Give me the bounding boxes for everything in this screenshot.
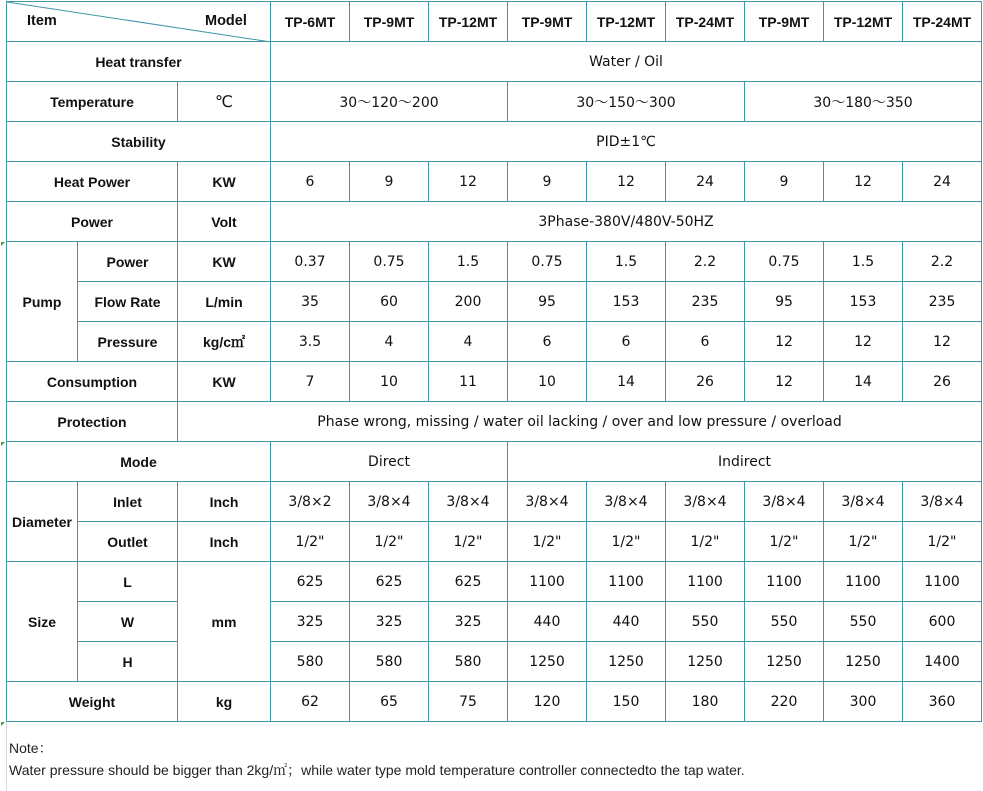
value-cell[interactable]: 1100	[824, 562, 903, 602]
value-cell[interactable]: 12	[745, 322, 824, 362]
sub-label-cell[interactable]: Outlet	[78, 522, 178, 562]
table-row-heat-transfer	[7, 42, 982, 82]
header-model-cell[interactable]: TP-12MT	[429, 2, 508, 42]
header-model-cell[interactable]: TP-6MT	[271, 2, 350, 42]
table-row-size-w	[7, 602, 982, 642]
value-cell[interactable]: 580	[429, 642, 508, 682]
table-row-stability	[7, 122, 982, 162]
merged-value-cell[interactable]: Phase wrong, missing / water oil lacking / over and low pressure / overload	[178, 402, 982, 442]
value-cell[interactable]: 153	[824, 282, 903, 322]
sub-label-cell[interactable]: Inlet	[78, 482, 178, 522]
value-cell[interactable]: 625	[350, 562, 429, 602]
header-corner-cell[interactable]	[7, 2, 271, 42]
cell-marker	[1, 722, 5, 726]
value-cell[interactable]: 75	[429, 682, 508, 722]
row-label-cell[interactable]: Heat Power	[7, 162, 178, 202]
value-cell[interactable]: 1250	[745, 642, 824, 682]
value-cell[interactable]: 60	[350, 282, 429, 322]
unit-cell[interactable]: ℃	[178, 82, 271, 122]
table-row-outlet	[7, 522, 982, 562]
unit-cell[interactable]: KW	[178, 362, 271, 402]
cell-marker	[1, 442, 5, 446]
value-cell[interactable]: 1100	[666, 562, 745, 602]
value-cell[interactable]: 3.5	[271, 322, 350, 362]
value-cell[interactable]: 62	[271, 682, 350, 722]
value-cell[interactable]: 65	[350, 682, 429, 722]
value-cell[interactable]: 0.75	[745, 242, 824, 282]
header-model-cell[interactable]: TP-12MT	[824, 2, 903, 42]
value-cell[interactable]: 2.2	[903, 242, 982, 282]
table-row-temperature	[7, 82, 982, 122]
value-cell[interactable]: 1/2"	[587, 522, 666, 562]
note-title: Note：	[9, 740, 53, 756]
value-cell[interactable]: 325	[429, 602, 508, 642]
value-cell[interactable]: 6	[271, 162, 350, 202]
value-cell[interactable]: 440	[508, 602, 587, 642]
value-cell[interactable]: 10	[508, 362, 587, 402]
value-cell[interactable]: 95	[745, 282, 824, 322]
table-row-pump-power	[7, 242, 982, 282]
sub-label-cell[interactable]: Pressure	[78, 322, 178, 362]
value-cell[interactable]: 3/8×4	[587, 482, 666, 522]
value-cell[interactable]: 12	[824, 162, 903, 202]
value-cell[interactable]: 35	[271, 282, 350, 322]
sub-label-cell[interactable]: Flow Rate	[78, 282, 178, 322]
value-cell[interactable]: 4	[350, 322, 429, 362]
header-model-cell[interactable]: TP-24MT	[903, 2, 982, 42]
value-cell[interactable]: 1.5	[587, 242, 666, 282]
value-cell[interactable]: 3/8×4	[745, 482, 824, 522]
value-cell[interactable]: 153	[587, 282, 666, 322]
sub-label-cell[interactable]: Power	[78, 242, 178, 282]
value-cell[interactable]: 235	[666, 282, 745, 322]
unit-cell[interactable]: KW	[178, 242, 271, 282]
table-row-mode	[7, 442, 982, 482]
value-cell[interactable]: 550	[666, 602, 745, 642]
value-cell[interactable]: 550	[824, 602, 903, 642]
group-value-cell[interactable]: 30～150～300	[508, 82, 745, 122]
row-label-cell[interactable]: Stability	[7, 122, 271, 162]
unit-cell[interactable]: KW	[178, 162, 271, 202]
header-model-cell[interactable]: TP-12MT	[587, 2, 666, 42]
value-cell[interactable]: 2.2	[666, 242, 745, 282]
value-cell[interactable]: 1/2"	[429, 522, 508, 562]
value-cell[interactable]: 325	[350, 602, 429, 642]
value-cell[interactable]: 1250	[666, 642, 745, 682]
value-cell[interactable]: 1.5	[824, 242, 903, 282]
value-cell[interactable]: 1100	[903, 562, 982, 602]
value-cell[interactable]: 9	[350, 162, 429, 202]
value-cell[interactable]: 1.5	[429, 242, 508, 282]
merged-value-cell[interactable]: Water / Oil	[271, 42, 982, 82]
value-cell[interactable]: 26	[903, 362, 982, 402]
table-row-weight	[7, 682, 982, 722]
row-label-cell[interactable]: Mode	[7, 442, 271, 482]
value-cell[interactable]: 12	[824, 322, 903, 362]
table-row-protection	[7, 402, 982, 442]
unit-cell[interactable]: mm	[178, 562, 271, 682]
value-cell[interactable]: 1/2"	[745, 522, 824, 562]
group-value-cell[interactable]: Direct	[271, 442, 508, 482]
value-cell[interactable]: 1250	[587, 642, 666, 682]
value-cell[interactable]: 1100	[587, 562, 666, 602]
value-cell[interactable]: 12	[429, 162, 508, 202]
table-row-pressure	[7, 322, 982, 362]
value-cell[interactable]: 1/2"	[350, 522, 429, 562]
value-cell[interactable]: 9	[508, 162, 587, 202]
spec-sheet	[6, 1, 981, 721]
unit-cell[interactable]: Inch	[178, 482, 271, 522]
value-cell[interactable]: 12	[745, 362, 824, 402]
value-cell[interactable]: 4	[429, 322, 508, 362]
value-cell[interactable]: 1100	[508, 562, 587, 602]
value-cell[interactable]: 10	[350, 362, 429, 402]
row-label-cell[interactable]: Weight	[7, 682, 178, 722]
value-cell[interactable]: 12	[587, 162, 666, 202]
value-cell[interactable]: 3/8×4	[429, 482, 508, 522]
value-cell[interactable]: 24	[903, 162, 982, 202]
value-cell[interactable]: 220	[745, 682, 824, 722]
value-cell[interactable]: 26	[666, 362, 745, 402]
table-row-header	[7, 2, 982, 42]
value-cell[interactable]: 580	[271, 642, 350, 682]
unit-cell[interactable]: Inch	[178, 522, 271, 562]
row-label-cell[interactable]: Temperature	[7, 82, 178, 122]
value-cell[interactable]: 550	[745, 602, 824, 642]
value-cell[interactable]: 12	[903, 322, 982, 362]
unit-cell[interactable]: L/min	[178, 282, 271, 322]
value-cell[interactable]: 300	[824, 682, 903, 722]
value-cell[interactable]: 440	[587, 602, 666, 642]
row-label-cell[interactable]: Power	[7, 202, 178, 242]
value-cell[interactable]: 180	[666, 682, 745, 722]
value-cell[interactable]: 14	[824, 362, 903, 402]
value-cell[interactable]: 6	[508, 322, 587, 362]
header-model-cell[interactable]: TP-9MT	[508, 2, 587, 42]
value-cell[interactable]: 150	[587, 682, 666, 722]
value-cell[interactable]: 0.75	[508, 242, 587, 282]
header-model-label: Model	[205, 13, 247, 29]
table-row-size-l	[7, 562, 982, 602]
value-cell[interactable]: 0.37	[271, 242, 350, 282]
header-model-cell[interactable]: TP-9MT	[745, 2, 824, 42]
value-cell[interactable]: 3/8×4	[666, 482, 745, 522]
spec-table	[6, 1, 982, 722]
sub-label-cell[interactable]: H	[78, 642, 178, 682]
merged-value-cell[interactable]: PID±1℃	[271, 122, 982, 162]
group-value-cell[interactable]: Indirect	[508, 442, 982, 482]
value-cell[interactable]: 120	[508, 682, 587, 722]
value-cell[interactable]: 625	[271, 562, 350, 602]
unit-cell[interactable]: kg	[178, 682, 271, 722]
value-cell[interactable]: 1100	[745, 562, 824, 602]
value-cell[interactable]: 1/2"	[508, 522, 587, 562]
group-label-cell[interactable]: Diameter	[7, 482, 78, 562]
value-cell[interactable]: 95	[508, 282, 587, 322]
value-cell[interactable]: 3/8×4	[350, 482, 429, 522]
table-row-consumption	[7, 362, 982, 402]
value-cell[interactable]: 1/2"	[666, 522, 745, 562]
note-text: Water pressure should be bigger than 2kg/㎡；while water type mold temperature controller connectedto the tap water.	[9, 762, 745, 778]
sub-label-cell[interactable]: L	[78, 562, 178, 602]
table-row-power	[7, 202, 982, 242]
value-cell[interactable]: 3/8×4	[508, 482, 587, 522]
value-cell[interactable]: 625	[429, 562, 508, 602]
header-model-cell[interactable]: TP-9MT	[350, 2, 429, 42]
value-cell[interactable]: 6	[666, 322, 745, 362]
header-model-cell[interactable]: TP-24MT	[666, 2, 745, 42]
value-cell[interactable]: 3/8×4	[903, 482, 982, 522]
value-cell[interactable]: 235	[903, 282, 982, 322]
value-cell[interactable]: 1250	[824, 642, 903, 682]
value-cell[interactable]: 24	[666, 162, 745, 202]
value-cell[interactable]: 11	[429, 362, 508, 402]
value-cell[interactable]: 14	[587, 362, 666, 402]
value-cell[interactable]: 360	[903, 682, 982, 722]
value-cell[interactable]: 6	[587, 322, 666, 362]
row-label-cell[interactable]: Protection	[7, 402, 178, 442]
value-cell[interactable]: 1250	[508, 642, 587, 682]
value-cell[interactable]: 1400	[903, 642, 982, 682]
group-value-cell[interactable]: 30～120～200	[271, 82, 508, 122]
value-cell[interactable]: 325	[271, 602, 350, 642]
unit-cell[interactable]: kg/c㎡	[178, 322, 271, 362]
value-cell[interactable]: 3/8×4	[824, 482, 903, 522]
table-row-size-h	[7, 642, 982, 682]
value-cell[interactable]: 200	[429, 282, 508, 322]
value-cell[interactable]: 7	[271, 362, 350, 402]
sub-label-cell[interactable]: W	[78, 602, 178, 642]
group-label-cell[interactable]: Size	[7, 562, 78, 682]
table-row-heat-power	[7, 162, 982, 202]
merged-value-cell[interactable]: 3Phase-380V/480V-50HZ	[271, 202, 982, 242]
value-cell[interactable]: 1/2"	[903, 522, 982, 562]
value-cell[interactable]: 600	[903, 602, 982, 642]
header-item-label: Item	[27, 13, 57, 29]
row-label-cell[interactable]: Heat transfer	[7, 42, 271, 82]
value-cell[interactable]: 1/2"	[271, 522, 350, 562]
value-cell[interactable]: 580	[350, 642, 429, 682]
value-cell[interactable]: 0.75	[350, 242, 429, 282]
cell-marker	[1, 242, 5, 246]
value-cell[interactable]: 9	[745, 162, 824, 202]
table-row-flow-rate	[7, 282, 982, 322]
value-cell[interactable]: 3/8×2	[271, 482, 350, 522]
value-cell[interactable]: 1/2"	[824, 522, 903, 562]
group-value-cell[interactable]: 30～180～350	[745, 82, 982, 122]
table-row-inlet	[7, 482, 982, 522]
unit-cell[interactable]: Volt	[178, 202, 271, 242]
group-label-cell[interactable]: Pump	[7, 242, 78, 362]
row-label-cell[interactable]: Consumption	[7, 362, 178, 402]
